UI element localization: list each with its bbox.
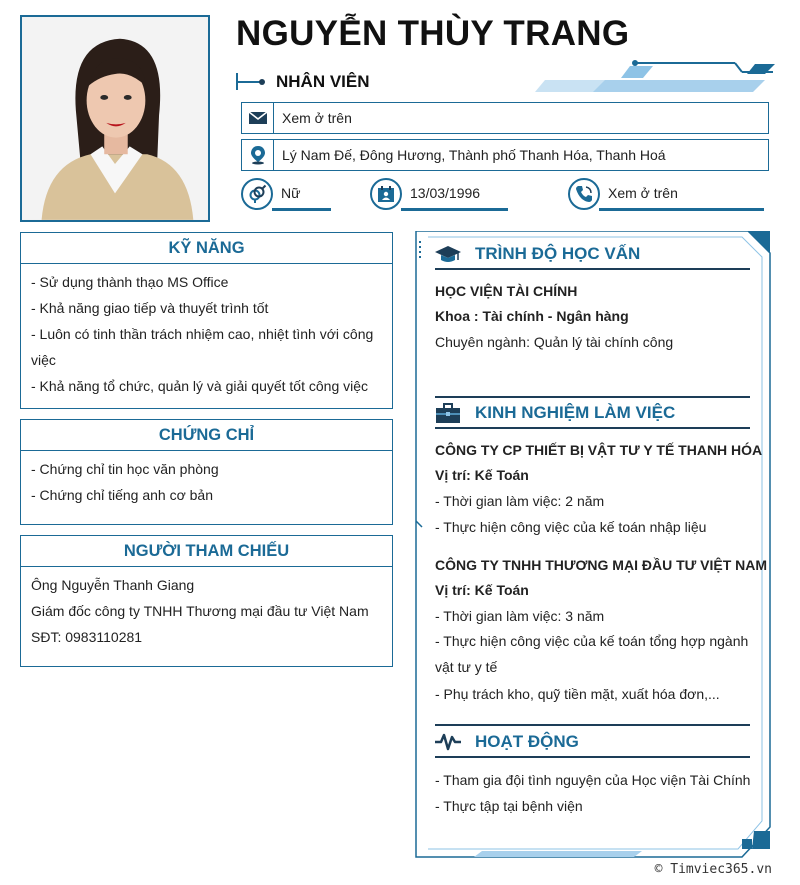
certificates-list — [21, 451, 392, 508]
address-row — [241, 139, 769, 171]
certificates-section — [20, 419, 393, 525]
activities-top-divider — [435, 724, 750, 726]
list-item: - Chứng chỉ tiếng anh cơ bản — [31, 487, 213, 503]
job-detail: - Phụ trách kho, quỹ tiền mặt, xuất hóa đơn,... — [435, 686, 720, 702]
activities-title: HOẠT ĐỘNG — [475, 732, 579, 751]
list-item: SĐT: 0983110281 — [31, 629, 143, 645]
right-panel-frame — [412, 231, 772, 859]
portrait-image — [22, 17, 208, 220]
experience-top-divider — [435, 396, 750, 398]
birthday-value: 13/03/1996 — [410, 185, 481, 201]
email-value: Xem ở trên — [282, 110, 352, 126]
map-pin-icon — [242, 140, 274, 170]
education-divider — [435, 268, 750, 270]
job-detail: - Thực hiện công việc của kế toán nhập liệu — [435, 519, 707, 535]
job-position: Vị trí: Kế Toán — [435, 467, 529, 483]
references-section — [20, 535, 393, 667]
job-detail: - Thời gian làm việc: 3 năm — [435, 608, 605, 624]
list-item: - Sử dụng thành thạo MS Office — [31, 274, 229, 290]
briefcase-icon — [435, 402, 461, 424]
envelope-icon — [242, 103, 274, 133]
skills-list — [21, 264, 392, 399]
job-detail: - Thời gian làm việc: 2 năm — [435, 493, 605, 509]
activity-item: - Thực tập tại bệnh viện — [435, 798, 583, 814]
job-title: NHÂN VIÊN — [276, 72, 370, 91]
phone-icon — [568, 178, 600, 210]
school-name: HỌC VIỆN TÀI CHÍNH — [435, 283, 578, 299]
gender-value: Nữ — [281, 185, 301, 201]
phone-value: Xem ở trên — [608, 185, 678, 201]
activity-item: - Tham gia đội tình nguyện của Học viện Tài Chính — [435, 772, 751, 788]
birthday-item — [370, 178, 508, 212]
education-title: TRÌNH ĐỘ HỌC VẤN — [475, 244, 641, 263]
job-position: Vị trí: Kế Toán — [435, 582, 529, 598]
email-row — [241, 102, 769, 134]
footer-credit: © Timviec365.vn — [654, 862, 772, 877]
job-detail: - Thực hiện công việc của kế toán tổng hợp ngành vật tư y tế — [435, 633, 749, 675]
list-item: - Khả năng giao tiếp và thuyết trình tốt — [31, 300, 269, 316]
certificates-title: CHỨNG CHỈ — [20, 419, 393, 451]
graduation-cap-icon — [435, 243, 461, 265]
education-header — [435, 243, 640, 265]
list-item: - Chứng chỉ tin học văn phòng — [31, 461, 219, 477]
activities-header — [435, 731, 579, 753]
skills-section — [20, 232, 393, 409]
company-name: CÔNG TY TNHH THƯƠNG MẠI ĐẦU TƯ VIỆT NAM — [435, 557, 768, 573]
calendar-icon — [370, 178, 402, 210]
experience-title: KINH NGHIỆM LÀM VIỆC — [475, 403, 676, 422]
candidate-name: NGUYỄN THÙY TRANG — [236, 14, 630, 53]
role-line-icon — [236, 72, 266, 91]
gender-item — [241, 178, 331, 212]
decorative-lines — [535, 58, 775, 98]
activities-divider — [435, 756, 750, 758]
major: Chuyên ngành: Quản lý tài chính công — [435, 334, 674, 350]
references-list — [21, 567, 392, 650]
address-value: Lý Nam Đế, Đông Hương, Thành phố Thanh Hóa, Thanh Hoá — [282, 147, 666, 163]
gender-icon — [241, 178, 273, 210]
company-name: CÔNG TY CP THIẾT BỊ VẬT TƯ Y TẾ THANH HÓA — [435, 442, 763, 458]
list-item: - Luôn có tinh thần trách nhiệm cao, nhiệt tình với công việc — [31, 326, 374, 368]
faculty: Khoa : Tài chính - Ngân hàng — [435, 308, 629, 324]
birthday-underline — [401, 208, 508, 211]
profile-photo — [20, 15, 210, 222]
experience-header — [435, 402, 675, 424]
skills-title: KỸ NĂNG — [20, 232, 393, 264]
pulse-icon — [435, 731, 461, 753]
phone-underline — [599, 208, 764, 211]
gender-underline — [272, 208, 331, 211]
experience-divider — [435, 427, 750, 429]
references-title: NGƯỜI THAM CHIẾU — [20, 535, 393, 567]
phone-item — [568, 178, 764, 212]
list-item: - Khả năng tổ chức, quản lý và giải quyết tốt công việc — [31, 378, 369, 394]
list-item: Giám đốc công ty TNHH Thương mại đầu tư Việt Nam — [31, 603, 369, 619]
list-item: Ông Nguyễn Thanh Giang — [31, 577, 195, 593]
